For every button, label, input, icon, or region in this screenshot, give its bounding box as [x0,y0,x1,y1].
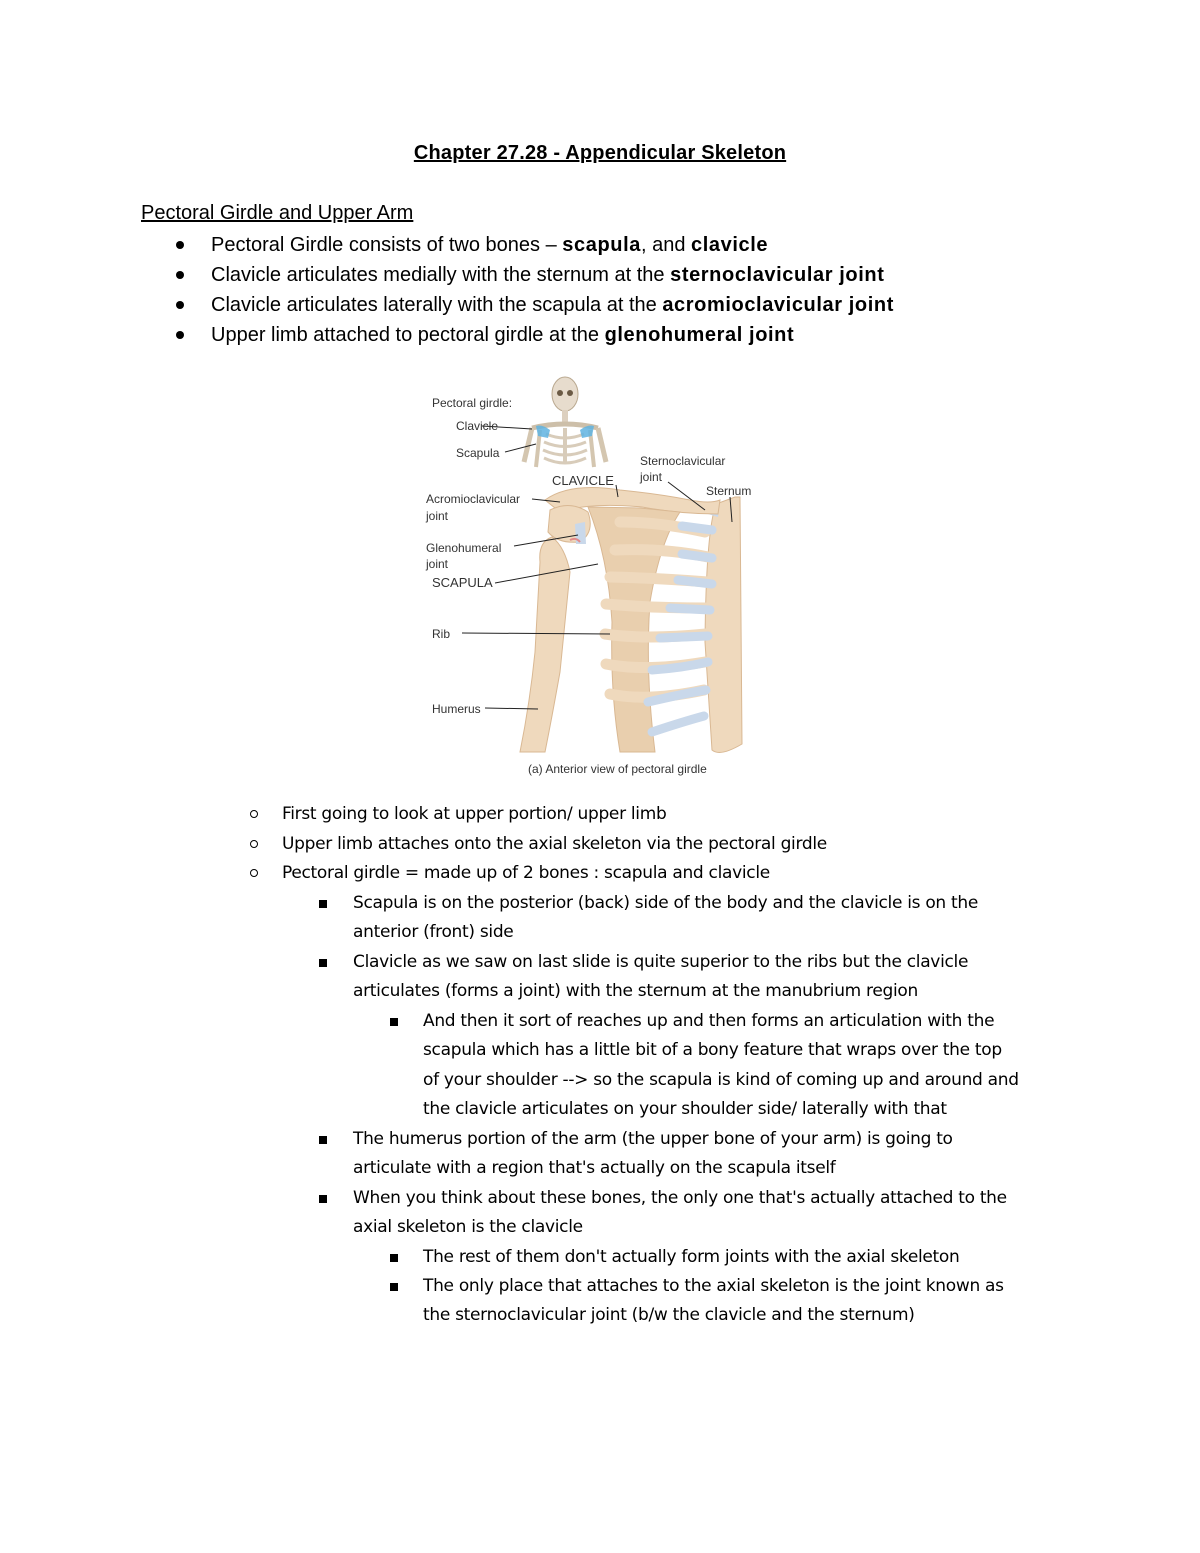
figure-caption: (a) Anterior view of pectoral girdle [528,762,707,776]
label-humerus: Humerus [432,702,481,716]
list-item: Upper limb attached to pectoral girdle at the glenohumeral joint [176,320,894,350]
square-bullet-icon [390,1283,398,1291]
list-item: Upper limb attaches onto the axial skeleton via the pectoral girdle [282,830,1082,860]
bullet-dot-icon [176,241,184,249]
label-acromioclavicular-2: joint [426,509,449,523]
section-heading: Pectoral Girdle and Upper Arm [141,202,414,224]
page-title: Chapter 27.28 - Appendicular Skeleton [413,142,787,164]
list-item-continuation: the sternoclavicular joint (b/w the clavicle and the sternum) [423,1305,915,1325]
label-scapula: SCAPULA [432,575,493,590]
list-item: And then it sort of reaches up and then forms an articulation with the [423,1007,1063,1037]
list-item: Clavicle articulates medially with the sternum at the sternoclavicular joint [176,260,894,290]
shoulder-anatomy-icon [520,488,742,753]
square-bullet-icon [319,900,327,908]
list-item: Pectoral Girdle consists of two bones – scapula, and clavicle [176,230,894,260]
square-bullet-icon [319,1136,327,1144]
list-item-continuation: scapula which has a little bit of a bony feature that wraps over the top [423,1040,1002,1060]
list-item: The humerus portion of the arm (the upper bone of your arm) is going to [353,1125,1063,1155]
summary-bullet-list [176,230,894,350]
square-bullet-icon [319,1195,327,1203]
label-glenohumeral-2: joint [426,557,449,571]
list-item: First going to look at upper portion/ upper limb [282,800,1082,830]
list-item-continuation: axial skeleton is the clavicle [353,1217,583,1237]
label-scapula-small: Scapula [456,446,500,460]
label-pectoral-girdle: Pectoral girdle: [432,396,513,410]
hollow-bullet-icon [250,840,258,848]
square-bullet-icon [390,1254,398,1262]
list-item-continuation: articulate with a region that's actually on the scapula itself [353,1158,836,1178]
label-glenohumeral-1: Glenohumeral [426,541,502,555]
list-item: When you think about these bones, the only one that's actually attached to the [353,1184,1063,1214]
label-clavicle: CLAVICLE [552,473,614,488]
list-item-continuation: the clavicle articulates on your shoulder side/ laterally with that [423,1099,947,1119]
bullet-dot-icon [176,301,184,309]
list-item: Clavicle articulates laterally with the scapula at the acromioclavicular joint [176,290,894,320]
bullet-dot-icon [176,331,184,339]
pectoral-girdle-figure [420,372,770,784]
skeleton-inset-icon [524,377,606,467]
list-item-continuation: articulates (forms a joint) with the sternum at the manubrium region [353,981,918,1001]
list-item: Pectoral girdle = made up of 2 bones : scapula and clavicle [282,859,1082,889]
label-sternoclavicular-1: Sternoclavicular [640,454,726,468]
list-item-continuation: of your shoulder --> so the scapula is kind of coming up and around and [423,1070,1019,1090]
bullet-dot-icon [176,271,184,279]
label-clavicle-small: Clavicle [456,419,499,433]
list-item: Scapula is on the posterior (back) side of the body and the clavicle is on the [353,889,1063,919]
list-item: The rest of them don't actually form joints with the axial skeleton [423,1243,1063,1273]
label-sternum: Sternum [706,484,752,498]
square-bullet-icon [319,959,327,967]
list-item-continuation: anterior (front) side [353,922,514,942]
label-sternoclavicular-2: joint [640,470,663,484]
hollow-bullet-icon [250,810,258,818]
label-acromioclavicular-1: Acromioclavicular [426,492,521,506]
hollow-bullet-icon [250,869,258,877]
list-item: The only place that attaches to the axial skeleton is the joint known as [423,1272,1063,1302]
square-bullet-icon [390,1018,398,1026]
list-item: Clavicle as we saw on last slide is quite superior to the ribs but the clavicle [353,948,1063,978]
label-rib: Rib [432,627,451,641]
